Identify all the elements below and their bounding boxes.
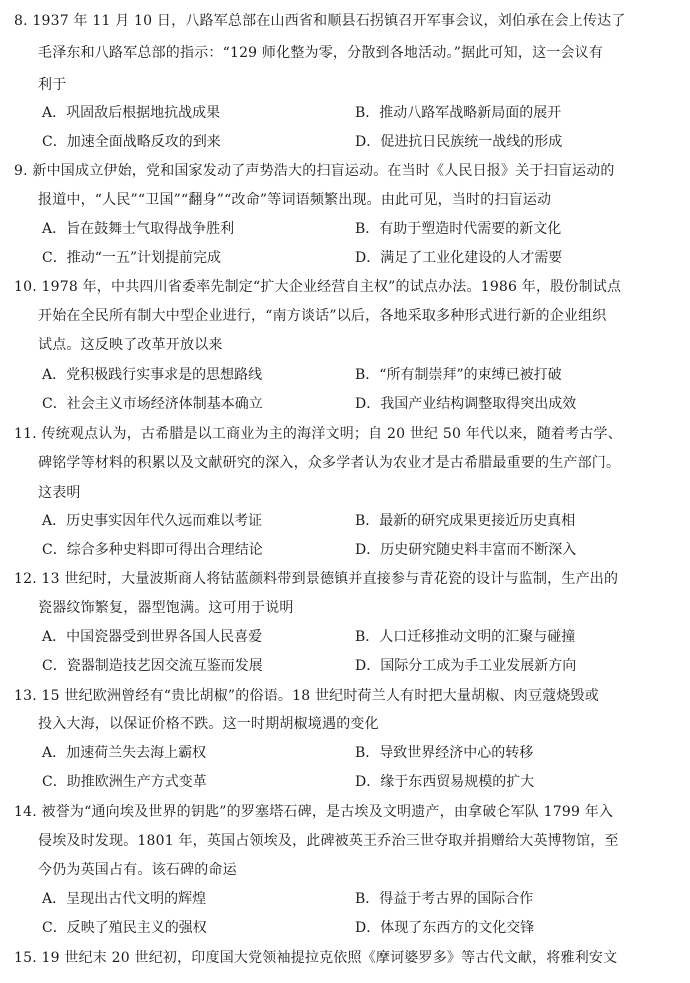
question-9-option-d: D．满足了工业化建设的人才需要 [355, 250, 563, 266]
question-14-option-b: B．得益于考古界的国际合作 [355, 891, 534, 907]
question-8-line-2: 毛泽东和八路军总部的指示：“129 师化整为零，分散到各地活动。”据此可知，这一会议有 [38, 45, 604, 61]
question-9-option-c: C．推动“一五”计划提前完成 [42, 250, 222, 266]
question-11-line-2: 碑铭学等材料的积累以及文献研究的深入，众多学者认为农业才是古希腊最重要的生产部门。 [38, 455, 621, 471]
question-8-line-3: 利于 [38, 77, 67, 93]
question-8-option-b: B．推动八路军战略新局面的展开 [355, 105, 562, 121]
question-13-line-1: 13. 15 世纪欧洲曾经有“贵比胡椒”的俗语。18 世纪时荷兰人有时把大量胡椒、肉豆蔻烧毁或 [14, 688, 599, 704]
question-9-option-a: A．旨在鼓舞士气取得战争胜利 [42, 221, 235, 237]
question-10-option-b: B．“所有制崇拜”的束缚已被打破 [355, 367, 562, 383]
question-12-option-d: D．国际分工成为手工业发展新方向 [355, 658, 577, 674]
question-11-option-b: B．最新的研究成果更接近历史真相 [355, 513, 576, 529]
question-12-line-1: 12. 13 世纪时，大量波斯商人将钴蓝颜料带到景德镇并直接参与青花瓷的设计与监制，生产出的 [14, 571, 619, 587]
question-10-line-1: 10. 1978 年，中共四川省委率先制定“扩大企业经营自主权”的试点办法。1986 年，股份制试点 [14, 279, 622, 295]
question-13-option-a: A．加速荷兰失去海上霸权 [42, 745, 207, 761]
question-9-line-1: 9. 新中国成立伊始，党和国家发动了声势浩大的扫盲运动。在当时《人民日报》关于扫盲运动的 [14, 163, 615, 179]
question-14-option-a: A．呈现出古代文明的辉煌 [42, 891, 207, 907]
question-10-option-d: D．我国产业结构调整取得突出成效 [355, 396, 577, 412]
question-12-option-b: B．人口迁移推动文明的汇聚与碰撞 [355, 629, 576, 645]
question-14-line-3: 今仍为英国占有。该石碑的命运 [38, 862, 237, 878]
question-10-option-a: A．党积极践行实事求是的思想路线 [42, 367, 263, 383]
question-11-line-1: 11. 传统观点认为，古希腊是以工商业为主的海洋文明；自 20 世纪 50 年代以来，随着考古学、 [14, 426, 622, 442]
question-11-option-d: D．历史研究随史料丰富而不断深入 [355, 542, 577, 558]
question-14-option-c: C．反映了殖民主义的强权 [42, 920, 207, 936]
question-15-line-1: 15. 19 世纪末 20 世纪初，印度国大党领袖提拉克依照《摩诃婆罗多》等古代文献，将雅利安文 [14, 950, 618, 966]
question-9-line-2: 报道中，“人民”“卫国”“翻身”“改命”等词语频繁出现。由此可见，当时的扫盲运动 [38, 192, 552, 208]
question-8-option-d: D．促进抗日民族统一战线的形成 [355, 134, 563, 150]
question-11-option-a: A．历史事实因年代久远而难以考证 [42, 513, 263, 529]
question-8-option-c: C．加速全面战略反攻的到来 [42, 134, 221, 150]
question-14-option-d: D．体现了东西方的文化交锋 [355, 920, 535, 936]
question-13-option-b: B．导致世界经济中心的转移 [355, 745, 534, 761]
question-10-line-2: 开始在全民所有制大中型企业进行，“南方谈话”以后，各地采取多种形式进行新的企业组织 [38, 308, 607, 324]
question-13-option-c: C．助推欧洲生产方式变革 [42, 774, 207, 790]
question-12-line-2: 瓷器纹饰繁复，器型饱满。这可用于说明 [38, 600, 294, 616]
question-11-line-3: 这表明 [38, 485, 81, 501]
question-8-option-a: A．巩固敌后根据地抗战成果 [42, 105, 221, 121]
question-14-line-2: 侵埃及时发现。1801 年，英国占领埃及，此碑被英王乔治三世夺取并捐赠给大英博物馆，至 [38, 833, 619, 849]
question-14-line-1: 14. 被誉为“通向埃及世界的钥匙”的罗塞塔石碑，是古埃及文明遗产，由拿破仑军队 1799 年入 [14, 804, 614, 820]
question-13-line-2: 投入大海，以保证价格不跌。这一时期胡椒境遇的变化 [38, 716, 379, 732]
question-8-line-1: 8. 1937 年 11 月 10 日，八路军总部在山西省和顺县石拐镇召开军事会议，刘伯承在会上传达了 [14, 13, 626, 29]
question-13-option-d: D．缘于东西贸易规模的扩大 [355, 774, 535, 790]
question-11-option-c: C．综合多种史料即可得出合理结论 [42, 542, 263, 558]
question-12-option-c: C．瓷器制造技艺因交流互鉴而发展 [42, 658, 263, 674]
question-12-option-a: A．中国瓷器受到世界各国人民喜爱 [42, 629, 263, 645]
question-9-option-b: B．有助于塑造时代需要的新文化 [355, 221, 562, 237]
question-10-line-3: 试点。这反映了改革开放以来 [38, 337, 223, 353]
question-10-option-c: C．社会主义市场经济体制基本确立 [42, 396, 263, 412]
